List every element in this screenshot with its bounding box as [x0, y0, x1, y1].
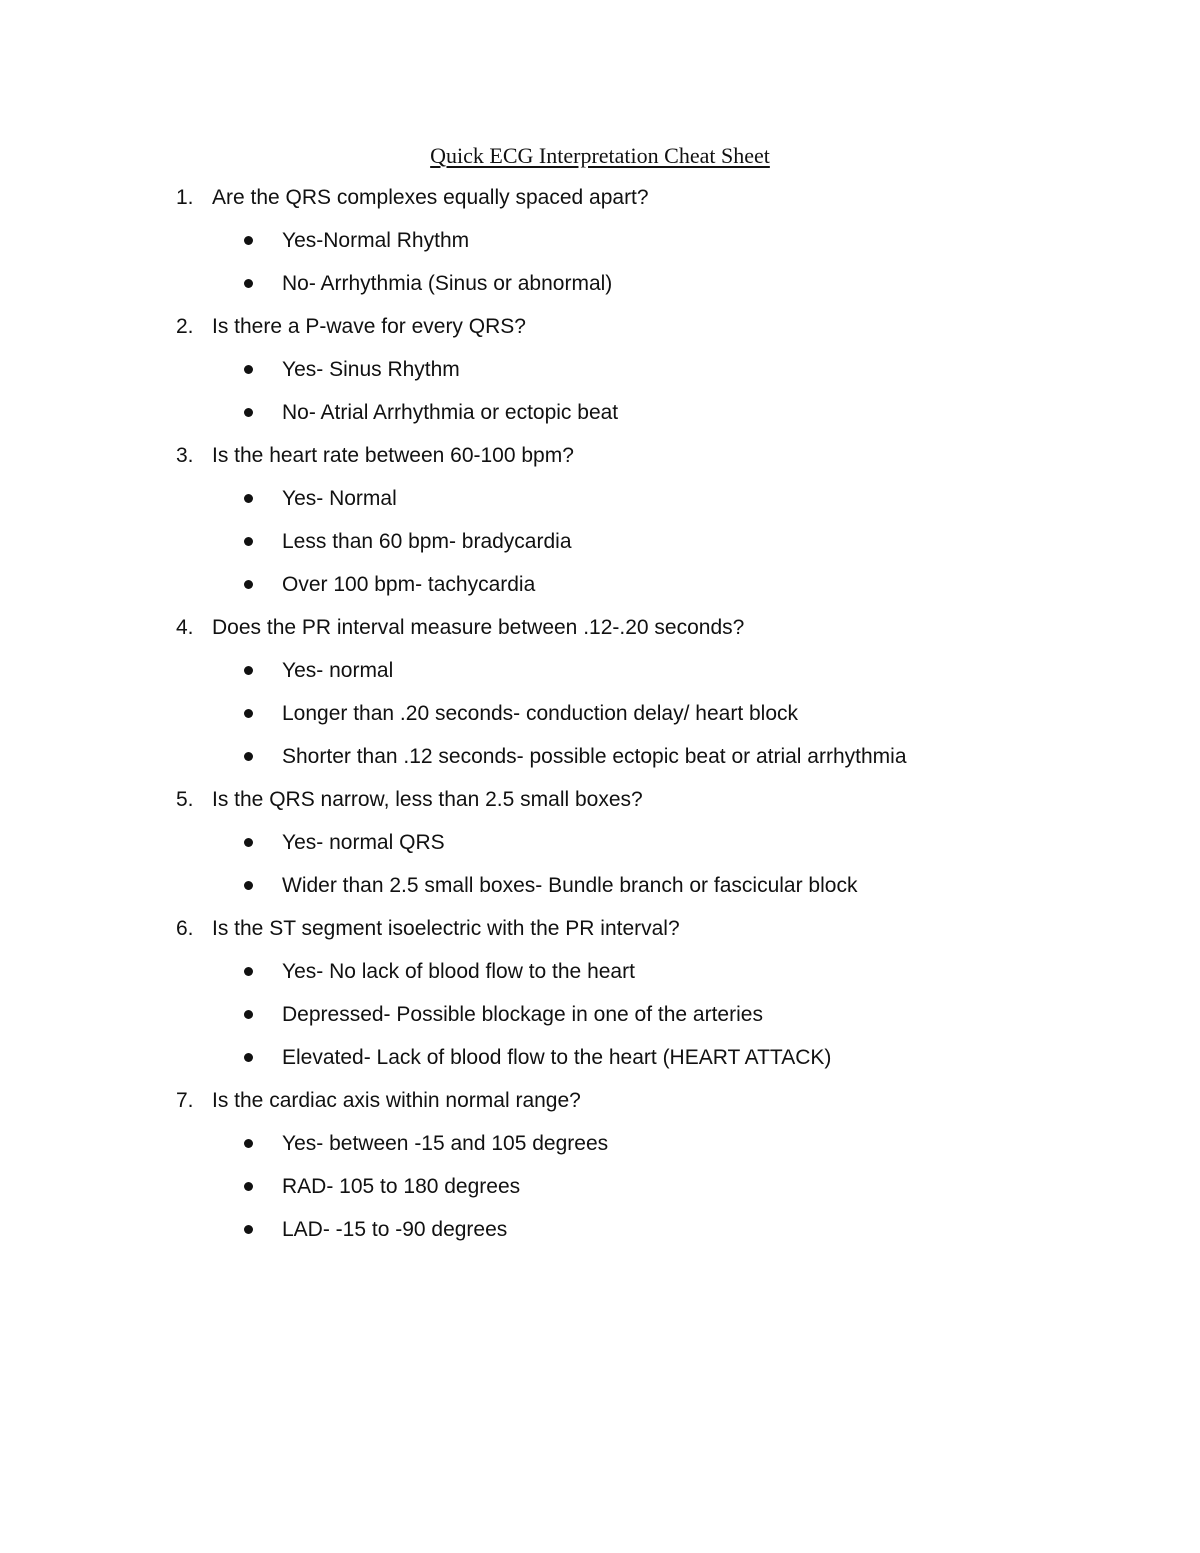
answer-text: Depressed- Possible blockage in one of the arteries — [282, 1003, 763, 1026]
bullet-icon — [244, 881, 253, 890]
bullet-icon — [244, 365, 253, 374]
answer-text: Yes- between -15 and 105 degrees — [282, 1132, 609, 1155]
question-item — [0, 180, 1200, 223]
question-text: Is the ST segment isoelectric with the PR interval? — [212, 917, 680, 940]
question-number: 3. — [176, 444, 194, 467]
question-item — [0, 610, 1200, 653]
bullet-icon — [244, 1053, 253, 1062]
bullet-icon — [244, 537, 253, 546]
question-number: 4. — [176, 616, 194, 639]
bullet-icon — [244, 494, 253, 503]
question-text: Is there a P-wave for every QRS? — [212, 315, 526, 338]
answer-text: Elevated- Lack of blood flow to the heart (HEART ATTACK) — [282, 1046, 832, 1069]
answer-item — [0, 1212, 1200, 1255]
bullet-icon — [244, 1139, 253, 1148]
bullet-icon — [244, 709, 253, 718]
answer-item — [0, 352, 1200, 395]
answer-text: Yes- normal — [282, 659, 394, 682]
answer-item — [0, 696, 1200, 739]
answer-item — [0, 567, 1200, 610]
answer-text: Wider than 2.5 small boxes- Bundle branch or fascicular block — [282, 874, 858, 897]
answer-text: No- Atrial Arrhythmia or ectopic beat — [282, 401, 619, 424]
answer-text: Yes- No lack of blood flow to the heart — [282, 960, 635, 983]
answer-item — [0, 395, 1200, 438]
question-item — [0, 438, 1200, 481]
question-item — [0, 782, 1200, 825]
answer-item — [0, 266, 1200, 309]
bullet-icon — [244, 580, 253, 589]
answer-text: Longer than .20 seconds- conduction delay/ heart block — [282, 702, 799, 725]
answer-text: Yes- normal QRS — [282, 831, 445, 854]
bullet-icon — [244, 1182, 253, 1191]
answer-item — [0, 1169, 1200, 1212]
bullet-icon — [244, 838, 253, 847]
question-item — [0, 309, 1200, 352]
answer-item — [0, 868, 1200, 911]
answer-text: Yes-Normal Rhythm — [282, 229, 470, 252]
answer-item — [0, 223, 1200, 266]
answer-text: Yes- Normal — [282, 487, 397, 510]
page-title — [0, 140, 1200, 172]
answer-item — [0, 954, 1200, 997]
bullet-icon — [244, 666, 253, 675]
answer-text: Shorter than .12 seconds- possible ectopic beat or atrial arrhythmia — [282, 745, 907, 768]
bullet-icon — [244, 1010, 253, 1019]
answer-item — [0, 1126, 1200, 1169]
bullet-icon — [244, 279, 253, 288]
answer-item — [0, 825, 1200, 868]
question-text: Is the heart rate between 60-100 bpm? — [212, 444, 574, 467]
question-number: 5. — [176, 788, 194, 811]
question-item — [0, 1083, 1200, 1126]
question-text: Are the QRS complexes equally spaced apart? — [212, 186, 649, 209]
answer-text: LAD- -15 to -90 degrees — [282, 1218, 508, 1241]
question-text: Is the cardiac axis within normal range? — [212, 1089, 581, 1112]
answer-text: No- Arrhythmia (Sinus or abnormal) — [282, 272, 613, 295]
question-number: 1. — [176, 186, 194, 209]
answer-item — [0, 524, 1200, 567]
answer-item — [0, 1040, 1200, 1083]
question-text: Does the PR interval measure between .12-.20 seconds? — [212, 616, 745, 639]
question-number: 7. — [176, 1089, 194, 1112]
question-item — [0, 911, 1200, 954]
answer-text: RAD- 105 to 180 degrees — [282, 1175, 521, 1198]
answer-text: Less than 60 bpm- bradycardia — [282, 530, 572, 553]
bullet-icon — [244, 236, 253, 245]
question-number: 2. — [176, 315, 194, 338]
answer-item — [0, 481, 1200, 524]
bullet-icon — [244, 752, 253, 761]
bullet-icon — [244, 967, 253, 976]
answer-item — [0, 653, 1200, 696]
bullet-icon — [244, 1225, 253, 1234]
bullet-icon — [244, 408, 253, 417]
question-list — [0, 180, 1200, 1255]
answer-item — [0, 739, 1200, 782]
question-number: 6. — [176, 917, 194, 940]
page-title-text: Quick ECG Interpretation Cheat Sheet — [430, 143, 770, 168]
answer-item — [0, 997, 1200, 1040]
question-text: Is the QRS narrow, less than 2.5 small boxes? — [212, 788, 643, 811]
answer-text: Over 100 bpm- tachycardia — [282, 573, 536, 596]
answer-text: Yes- Sinus Rhythm — [282, 358, 460, 381]
